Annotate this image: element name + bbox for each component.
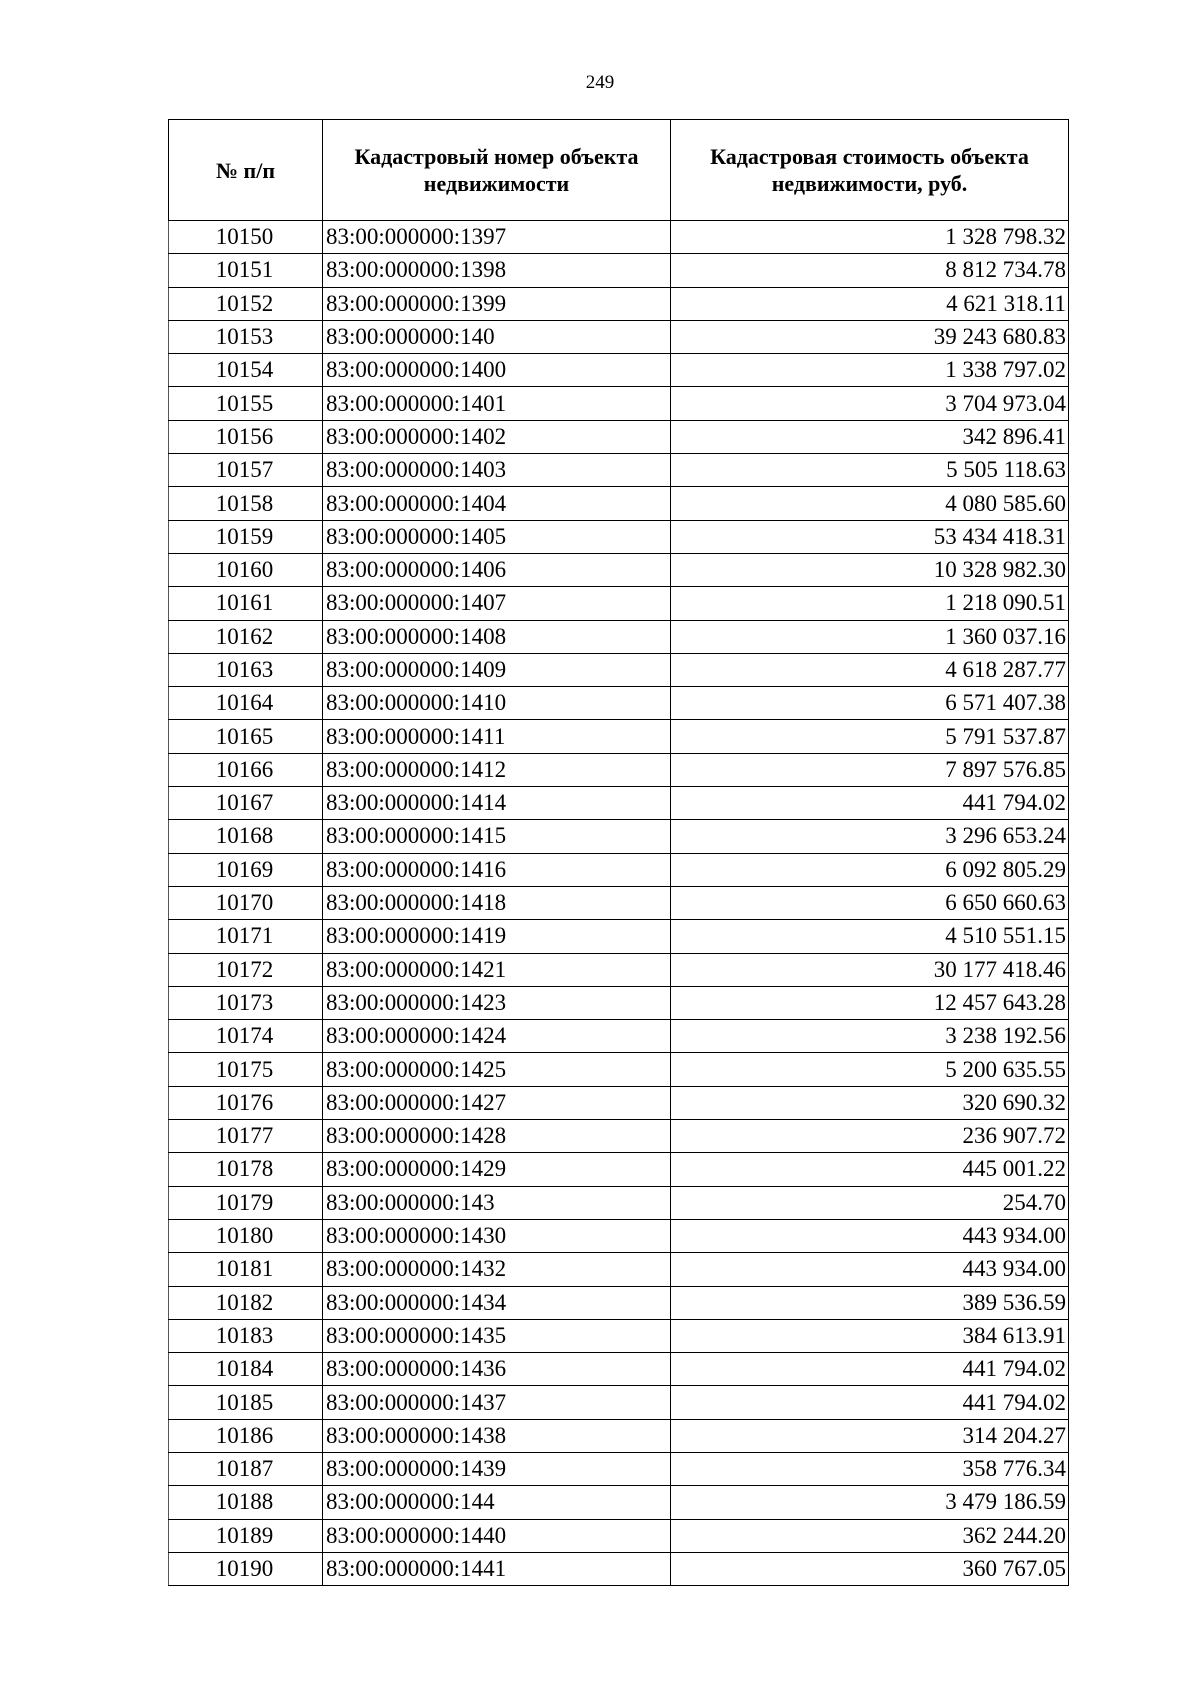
cadastral-value: 362 244.20 [671, 1519, 1069, 1552]
row-number: 10152 [169, 287, 323, 320]
cadastral-number: 83:00:000000:1418 [323, 886, 671, 919]
row-number: 10165 [169, 720, 323, 753]
row-number: 10175 [169, 1053, 323, 1086]
cadastral-value: 5 791 537.87 [671, 720, 1069, 753]
cadastral-number: 83:00:000000:1397 [323, 221, 671, 254]
row-number: 10153 [169, 320, 323, 353]
table-row [169, 620, 1069, 653]
cadastral-number: 83:00:000000:1402 [323, 420, 671, 453]
cadastral-value: 8 812 734.78 [671, 254, 1069, 287]
row-number: 10150 [169, 221, 323, 254]
cadastral-number: 83:00:000000:1419 [323, 920, 671, 953]
row-number: 10158 [169, 487, 323, 520]
cadastral-number: 83:00:000000:1409 [323, 653, 671, 686]
cadastral-value: 1 218 090.51 [671, 587, 1069, 620]
table-row [169, 487, 1069, 520]
cadastral-number: 83:00:000000:1424 [323, 1020, 671, 1053]
row-number: 10162 [169, 620, 323, 653]
cadastral-value: 384 613.91 [671, 1319, 1069, 1352]
table-row [169, 553, 1069, 586]
cadastral-value: 4 621 318.11 [671, 287, 1069, 320]
cadastral-value-table [168, 119, 1069, 1586]
row-number: 10183 [169, 1319, 323, 1352]
cadastral-value: 320 690.32 [671, 1086, 1069, 1119]
table-row [169, 853, 1069, 886]
row-number: 10177 [169, 1120, 323, 1153]
cadastral-value: 441 794.02 [671, 1386, 1069, 1419]
cadastral-number: 83:00:000000:1441 [323, 1552, 671, 1585]
cadastral-number: 83:00:000000:1434 [323, 1286, 671, 1319]
row-number: 10167 [169, 787, 323, 820]
cadastral-value: 3 479 186.59 [671, 1486, 1069, 1519]
row-number: 10163 [169, 653, 323, 686]
cadastral-number: 83:00:000000:144 [323, 1486, 671, 1519]
table-row [169, 920, 1069, 953]
cadastral-number: 83:00:000000:1404 [323, 487, 671, 520]
cadastral-value: 6 092 805.29 [671, 853, 1069, 886]
cadastral-value: 5 200 635.55 [671, 1053, 1069, 1086]
table-row [169, 454, 1069, 487]
table-body [169, 221, 1069, 1586]
table-row [169, 720, 1069, 753]
cadastral-value: 1 360 037.16 [671, 620, 1069, 653]
table-row [169, 1286, 1069, 1319]
cadastral-value: 254.70 [671, 1186, 1069, 1219]
cadastral-value: 3 296 653.24 [671, 820, 1069, 853]
cadastral-value: 10 328 982.30 [671, 553, 1069, 586]
row-number: 10154 [169, 354, 323, 387]
table-row [169, 753, 1069, 786]
cadastral-number: 83:00:000000:1408 [323, 620, 671, 653]
cadastral-number: 83:00:000000:1430 [323, 1219, 671, 1252]
cadastral-number: 83:00:000000:1400 [323, 354, 671, 387]
row-number: 10155 [169, 387, 323, 420]
cadastral-value: 4 618 287.77 [671, 653, 1069, 686]
cadastral-value: 39 243 680.83 [671, 320, 1069, 353]
column-header-cadastral-value: Кадастровая стоимость объекта недвижимости, руб. [671, 120, 1069, 221]
cadastral-value: 6 571 407.38 [671, 687, 1069, 720]
row-number: 10168 [169, 820, 323, 853]
row-number: 10172 [169, 953, 323, 986]
cadastral-value: 441 794.02 [671, 1353, 1069, 1386]
cadastral-value: 4 510 551.15 [671, 920, 1069, 953]
row-number: 10178 [169, 1153, 323, 1186]
table-row [169, 221, 1069, 254]
table-row [169, 1153, 1069, 1186]
cadastral-number: 83:00:000000:1427 [323, 1086, 671, 1119]
row-number: 10171 [169, 920, 323, 953]
table-row [169, 287, 1069, 320]
table-row [169, 420, 1069, 453]
cadastral-value: 441 794.02 [671, 787, 1069, 820]
table-row [169, 687, 1069, 720]
cadastral-value: 3 704 973.04 [671, 387, 1069, 420]
table-row [169, 320, 1069, 353]
table-row [169, 820, 1069, 853]
table-row [169, 387, 1069, 420]
table-row [169, 787, 1069, 820]
table-row [169, 1519, 1069, 1552]
table-row [169, 653, 1069, 686]
table-row [169, 1020, 1069, 1053]
cadastral-number: 83:00:000000:1437 [323, 1386, 671, 1419]
table-header-row [169, 120, 1069, 221]
row-number: 10166 [169, 753, 323, 786]
table-row [169, 1319, 1069, 1352]
cadastral-value: 30 177 418.46 [671, 953, 1069, 986]
row-number: 10156 [169, 420, 323, 453]
cadastral-value: 1 338 797.02 [671, 354, 1069, 387]
cadastral-value: 389 536.59 [671, 1286, 1069, 1319]
cadastral-number: 83:00:000000:1411 [323, 720, 671, 753]
cadastral-value: 53 434 418.31 [671, 520, 1069, 553]
table-row [169, 1219, 1069, 1252]
table-row [169, 1053, 1069, 1086]
row-number: 10173 [169, 986, 323, 1019]
table-row [169, 1552, 1069, 1585]
cadastral-number: 83:00:000000:1405 [323, 520, 671, 553]
table-row [169, 886, 1069, 919]
row-number: 10151 [169, 254, 323, 287]
cadastral-number: 83:00:000000:1403 [323, 454, 671, 487]
cadastral-number: 83:00:000000:1425 [323, 1053, 671, 1086]
row-number: 10190 [169, 1552, 323, 1585]
cadastral-number: 83:00:000000:1436 [323, 1353, 671, 1386]
row-number: 10161 [169, 587, 323, 620]
cadastral-value: 3 238 192.56 [671, 1020, 1069, 1053]
cadastral-number: 83:00:000000:1406 [323, 553, 671, 586]
table-row [169, 986, 1069, 1019]
row-number: 10169 [169, 853, 323, 886]
cadastral-number: 83:00:000000:143 [323, 1186, 671, 1219]
cadastral-number: 83:00:000000:1412 [323, 753, 671, 786]
page-number: 249 [585, 72, 615, 93]
cadastral-number: 83:00:000000:1398 [323, 254, 671, 287]
cadastral-number: 83:00:000000:1410 [323, 687, 671, 720]
table-row [169, 520, 1069, 553]
cadastral-number: 83:00:000000:1440 [323, 1519, 671, 1552]
row-number: 10174 [169, 1020, 323, 1053]
table-row [169, 587, 1069, 620]
cadastral-number: 83:00:000000:1401 [323, 387, 671, 420]
row-number: 10184 [169, 1353, 323, 1386]
row-number: 10186 [169, 1419, 323, 1452]
cadastral-value: 12 457 643.28 [671, 986, 1069, 1019]
cadastral-value: 360 767.05 [671, 1552, 1069, 1585]
table-row [169, 1452, 1069, 1485]
row-number: 10176 [169, 1086, 323, 1119]
table-row [169, 354, 1069, 387]
cadastral-value: 4 080 585.60 [671, 487, 1069, 520]
row-number: 10182 [169, 1286, 323, 1319]
cadastral-value: 236 907.72 [671, 1120, 1069, 1153]
cadastral-number: 83:00:000000:1432 [323, 1253, 671, 1286]
cadastral-value: 358 776.34 [671, 1452, 1069, 1485]
cadastral-value: 5 505 118.63 [671, 454, 1069, 487]
cadastral-number: 83:00:000000:140 [323, 320, 671, 353]
table-row [169, 1386, 1069, 1419]
cadastral-number: 83:00:000000:1414 [323, 787, 671, 820]
table-row [169, 254, 1069, 287]
cadastral-value: 443 934.00 [671, 1219, 1069, 1252]
cadastral-value: 314 204.27 [671, 1419, 1069, 1452]
table-row [169, 1353, 1069, 1386]
table-row [169, 1120, 1069, 1153]
row-number: 10185 [169, 1386, 323, 1419]
row-number: 10179 [169, 1186, 323, 1219]
cadastral-value: 445 001.22 [671, 1153, 1069, 1186]
cadastral-value: 7 897 576.85 [671, 753, 1069, 786]
cadastral-number: 83:00:000000:1421 [323, 953, 671, 986]
cadastral-number: 83:00:000000:1439 [323, 1452, 671, 1485]
table-row [169, 1186, 1069, 1219]
cadastral-value: 1 328 798.32 [671, 221, 1069, 254]
column-header-cadastral-number: Кадастровый номер объекта недвижимости [323, 120, 671, 221]
table-row [169, 1419, 1069, 1452]
cadastral-number: 83:00:000000:1428 [323, 1120, 671, 1153]
cadastral-value: 443 934.00 [671, 1253, 1069, 1286]
row-number: 10180 [169, 1219, 323, 1252]
row-number: 10181 [169, 1253, 323, 1286]
table-row [169, 953, 1069, 986]
row-number: 10157 [169, 454, 323, 487]
row-number: 10160 [169, 553, 323, 586]
table-row [169, 1086, 1069, 1119]
cadastral-number: 83:00:000000:1438 [323, 1419, 671, 1452]
cadastral-number: 83:00:000000:1399 [323, 287, 671, 320]
cadastral-value: 342 896.41 [671, 420, 1069, 453]
cadastral-number: 83:00:000000:1423 [323, 986, 671, 1019]
cadastral-number: 83:00:000000:1416 [323, 853, 671, 886]
cadastral-number: 83:00:000000:1435 [323, 1319, 671, 1352]
cadastral-number: 83:00:000000:1429 [323, 1153, 671, 1186]
cadastral-value: 6 650 660.63 [671, 886, 1069, 919]
row-number: 10187 [169, 1452, 323, 1485]
row-number: 10170 [169, 886, 323, 919]
table-row [169, 1253, 1069, 1286]
cadastral-number: 83:00:000000:1415 [323, 820, 671, 853]
row-number: 10164 [169, 687, 323, 720]
cadastral-number: 83:00:000000:1407 [323, 587, 671, 620]
row-number: 10189 [169, 1519, 323, 1552]
row-number: 10159 [169, 520, 323, 553]
column-header-num: № п/п [169, 120, 323, 221]
row-number: 10188 [169, 1486, 323, 1519]
table-row [169, 1486, 1069, 1519]
